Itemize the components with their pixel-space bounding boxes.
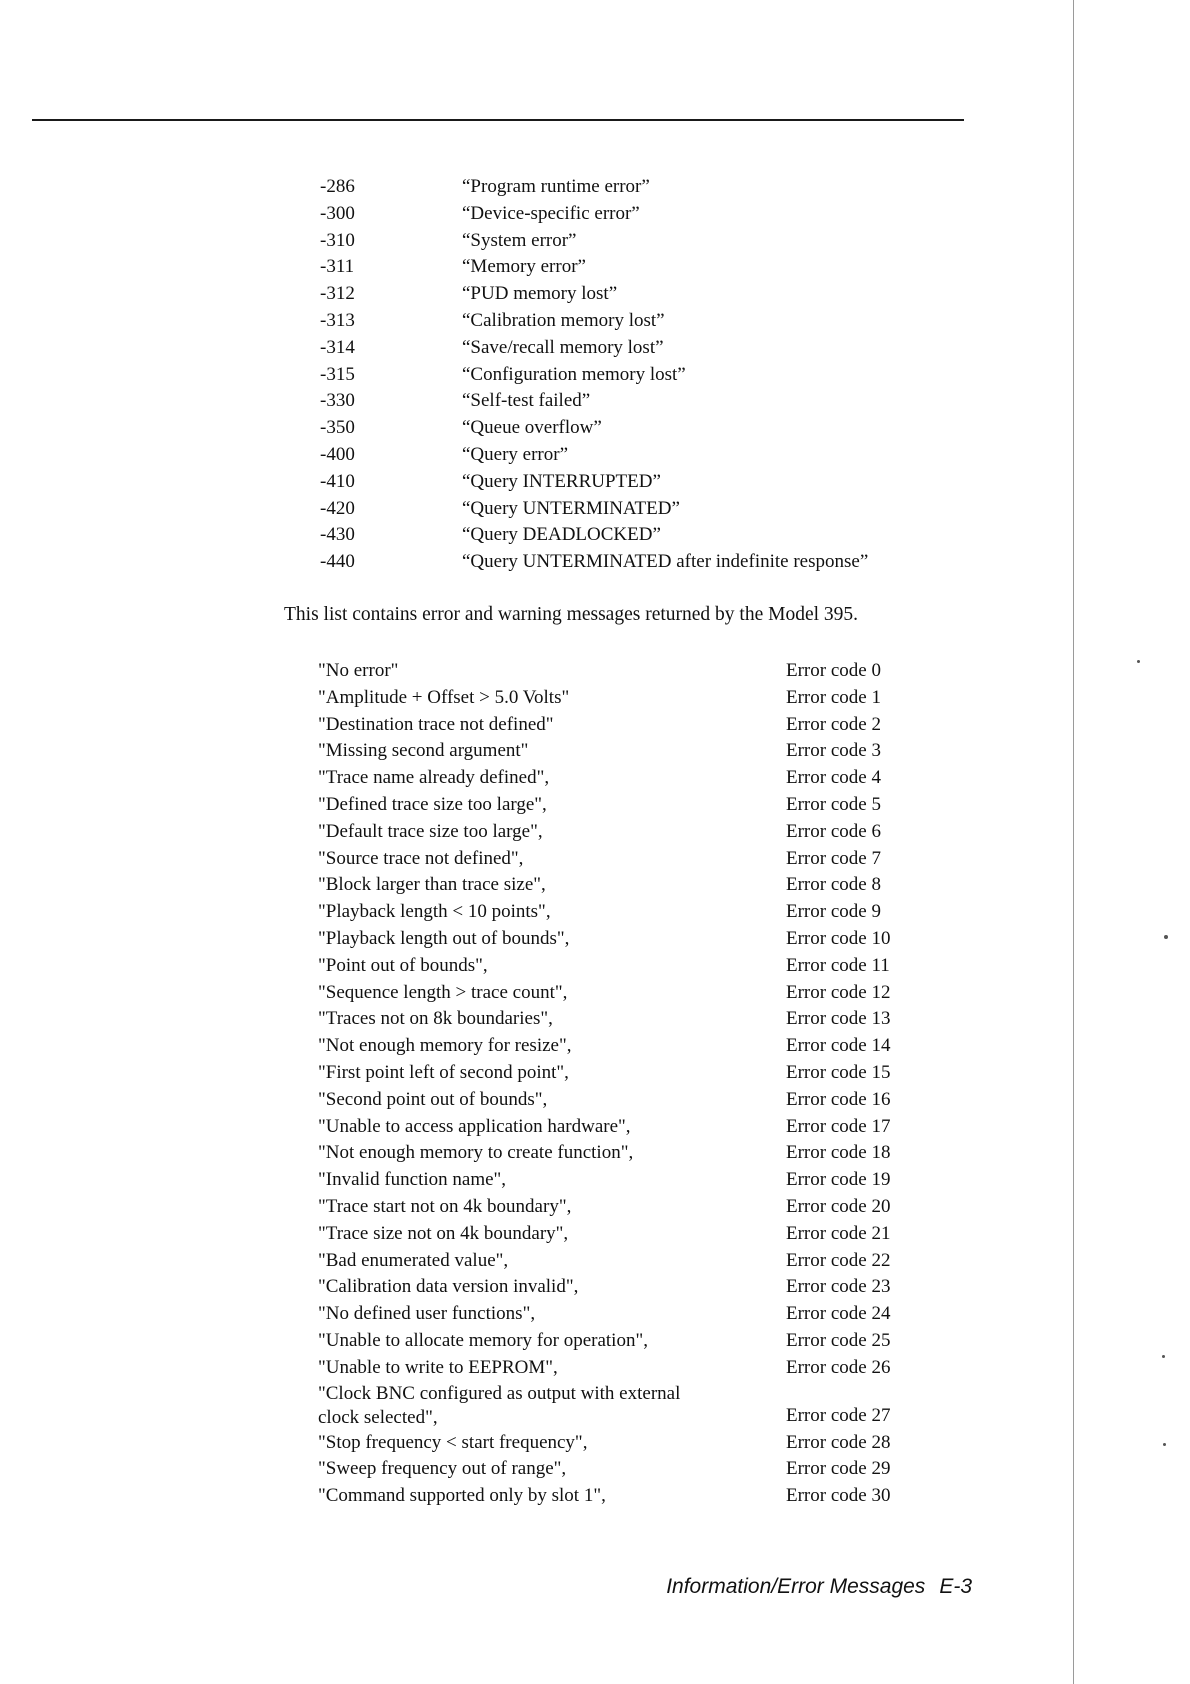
error-code: Error code 24: [786, 1303, 891, 1325]
error-number: -420: [320, 497, 355, 519]
error-message: "Stop frequency < start frequency",: [318, 1431, 588, 1453]
list-item: [318, 1006, 898, 1033]
list-item: [320, 549, 940, 576]
error-code: Error code 30: [786, 1485, 891, 1507]
error-number: -286: [320, 176, 355, 197]
error-code: Error code 11: [786, 954, 890, 976]
error-code: Error code 21: [786, 1222, 891, 1244]
error-code: Error code 10: [786, 927, 891, 949]
model-error-list: [318, 658, 898, 1510]
error-message: "Unable to allocate memory for operation",: [318, 1329, 648, 1351]
list-item: [318, 926, 898, 953]
error-code: Error code 26: [786, 1356, 891, 1378]
scan-speck: [1137, 660, 1140, 663]
error-message: “Query error”: [462, 443, 569, 465]
list-item: [318, 1060, 898, 1087]
error-message: “Queue overflow”: [462, 417, 602, 439]
error-message: “Program runtime error”: [462, 176, 650, 197]
list-item: [320, 201, 940, 228]
error-code: Error code 27: [786, 1404, 891, 1426]
error-message: "Playback length < 10 points",: [318, 901, 551, 923]
error-message: "Sweep frequency out of range",: [318, 1458, 567, 1480]
error-message: "Second point out of bounds",: [318, 1088, 548, 1110]
error-message: “System error”: [462, 229, 577, 251]
list-item: [320, 308, 940, 335]
error-code: Error code 9: [786, 901, 881, 923]
error-message: “Calibration memory lost”: [462, 309, 665, 331]
page-number: E-3: [939, 1575, 972, 1598]
error-code: Error code 14: [786, 1035, 891, 1057]
scan-speck: [1164, 935, 1168, 939]
list-item: [318, 738, 898, 765]
list-item: [320, 522, 940, 549]
error-message: "Defined trace size too large",: [318, 793, 547, 815]
list-item: [320, 335, 940, 362]
error-number: -440: [320, 551, 355, 573]
error-message: "Default trace size too large",: [318, 820, 543, 842]
error-code: Error code 15: [786, 1061, 891, 1083]
error-message: “Self-test failed”: [462, 390, 591, 412]
error-message: "Destination trace not defined": [318, 713, 554, 735]
header-rule: [32, 119, 964, 121]
error-message: “Memory error”: [462, 256, 586, 278]
list-item: [318, 1328, 898, 1355]
error-code: Error code 16: [786, 1088, 891, 1110]
intro-paragraph: This list contains error and warning messages returned by the Model 395.: [284, 604, 859, 625]
list-item: [320, 174, 940, 201]
error-message: "Bad enumerated value",: [318, 1249, 509, 1271]
error-code: Error code 28: [786, 1431, 891, 1453]
error-message: "Unable to access application hardware",: [318, 1115, 631, 1137]
error-number: -314: [320, 336, 355, 358]
error-message: "Clock BNC configured as output with external clock selected",: [318, 1382, 681, 1428]
list-item: [318, 792, 898, 819]
list-item: [318, 1087, 898, 1114]
error-number: -312: [320, 283, 355, 305]
error-message: "Traces not on 8k boundaries",: [318, 1008, 553, 1030]
list-item: [320, 281, 940, 308]
error-message: "Point out of bounds",: [318, 954, 488, 976]
scan-speck: [1162, 1355, 1165, 1358]
error-message: "Trace size not on 4k boundary",: [318, 1222, 569, 1244]
error-message: "Unable to write to EEPROM",: [318, 1356, 558, 1378]
error-number: -410: [320, 470, 355, 492]
error-message: “PUD memory lost”: [462, 283, 618, 305]
error-number: -311: [320, 256, 355, 278]
error-message: "Trace start not on 4k boundary",: [318, 1195, 572, 1217]
error-message: "Source trace not defined",: [318, 847, 524, 869]
error-code: Error code 25: [786, 1329, 891, 1351]
error-message: "Playback length out of bounds",: [318, 927, 570, 949]
error-number: -430: [320, 524, 355, 546]
error-message: "Trace name already defined",: [318, 767, 550, 789]
page-edge-line: [1073, 0, 1074, 1684]
footer-section-title: Information/Error Messages: [666, 1575, 926, 1598]
list-item: [318, 1033, 898, 1060]
list-item: [320, 388, 940, 415]
list-item: [318, 712, 898, 739]
error-message: “Query DEADLOCKED”: [462, 524, 661, 546]
list-item: [318, 1114, 898, 1141]
error-number: -315: [320, 363, 355, 385]
list-item: [320, 469, 940, 496]
error-code: Error code 5: [786, 793, 881, 815]
error-code: Error code 4: [786, 767, 881, 789]
error-message: "Amplitude + Offset > 5.0 Volts": [318, 686, 570, 708]
error-number: -350: [320, 417, 355, 439]
error-code: Error code 29: [786, 1458, 891, 1480]
list-item: [318, 953, 898, 980]
error-code: Error code 18: [786, 1142, 891, 1164]
error-code: Error code 8: [786, 874, 881, 896]
scan-speck: [1163, 1443, 1166, 1446]
error-message: "Not enough memory for resize",: [318, 1035, 572, 1057]
error-message: "No defined user functions",: [318, 1303, 536, 1325]
error-message: "Command supported only by slot 1",: [318, 1485, 606, 1507]
list-item: [320, 254, 940, 281]
error-code: Error code 20: [786, 1195, 891, 1217]
error-message: "Invalid function name",: [318, 1169, 507, 1191]
list-item: [320, 496, 940, 523]
list-item: [318, 1355, 898, 1382]
list-item: [320, 442, 940, 469]
list-item: [318, 1382, 898, 1430]
list-item: [318, 1221, 898, 1248]
list-item: [320, 228, 940, 255]
error-message: “Device-specific error”: [462, 202, 640, 224]
error-message: "First point left of second point",: [318, 1061, 569, 1083]
list-item: [318, 1140, 898, 1167]
error-message: “Configuration memory lost”: [462, 363, 686, 385]
list-item: [320, 362, 940, 389]
error-code: Error code 22: [786, 1249, 891, 1271]
list-item: [318, 1274, 898, 1301]
error-code: Error code 23: [786, 1276, 891, 1298]
list-item: [318, 846, 898, 873]
error-code: Error code 7: [786, 847, 881, 869]
error-message: “Save/recall memory lost”: [462, 336, 664, 358]
list-item: [320, 415, 940, 442]
list-item: [318, 1301, 898, 1328]
error-code: Error code 19: [786, 1169, 891, 1191]
list-item: [318, 980, 898, 1007]
error-number: -310: [320, 229, 355, 251]
error-message: "Calibration data version invalid",: [318, 1276, 579, 1298]
error-code: Error code 17: [786, 1115, 891, 1137]
error-message: "Missing second argument": [318, 740, 529, 762]
list-item: [318, 899, 898, 926]
error-code: Error code 12: [786, 981, 891, 1003]
error-message: "Sequence length > trace count",: [318, 981, 568, 1003]
error-code: Error code 1: [786, 686, 881, 708]
list-item: [318, 872, 898, 899]
list-item: [318, 658, 898, 685]
error-message: "Not enough memory to create function",: [318, 1142, 634, 1164]
error-message: “Query INTERRUPTED”: [462, 470, 661, 492]
list-item: [318, 1456, 898, 1483]
error-code: Error code 3: [786, 740, 881, 762]
error-number: -330: [320, 390, 355, 412]
error-number: -313: [320, 309, 355, 331]
list-item: [318, 765, 898, 792]
error-message: "No error": [318, 660, 399, 681]
error-message: "Block larger than trace size",: [318, 874, 546, 896]
error-code: Error code 0: [786, 660, 881, 681]
list-item: [318, 685, 898, 712]
list-item: [318, 1194, 898, 1221]
list-item: [318, 1167, 898, 1194]
page-footer: [666, 1575, 972, 1599]
error-number: -400: [320, 443, 355, 465]
error-code: Error code 13: [786, 1008, 891, 1030]
list-item: [318, 1430, 898, 1457]
list-item: [318, 1483, 898, 1510]
scpi-error-list: [320, 174, 940, 576]
error-message: “Query UNTERMINATED after indefinite response”: [462, 551, 869, 573]
error-code: Error code 6: [786, 820, 881, 842]
error-message: “Query UNTERMINATED”: [462, 497, 680, 519]
error-code: Error code 2: [786, 713, 881, 735]
list-item: [318, 819, 898, 846]
list-item: [318, 1248, 898, 1275]
error-number: -300: [320, 202, 355, 224]
